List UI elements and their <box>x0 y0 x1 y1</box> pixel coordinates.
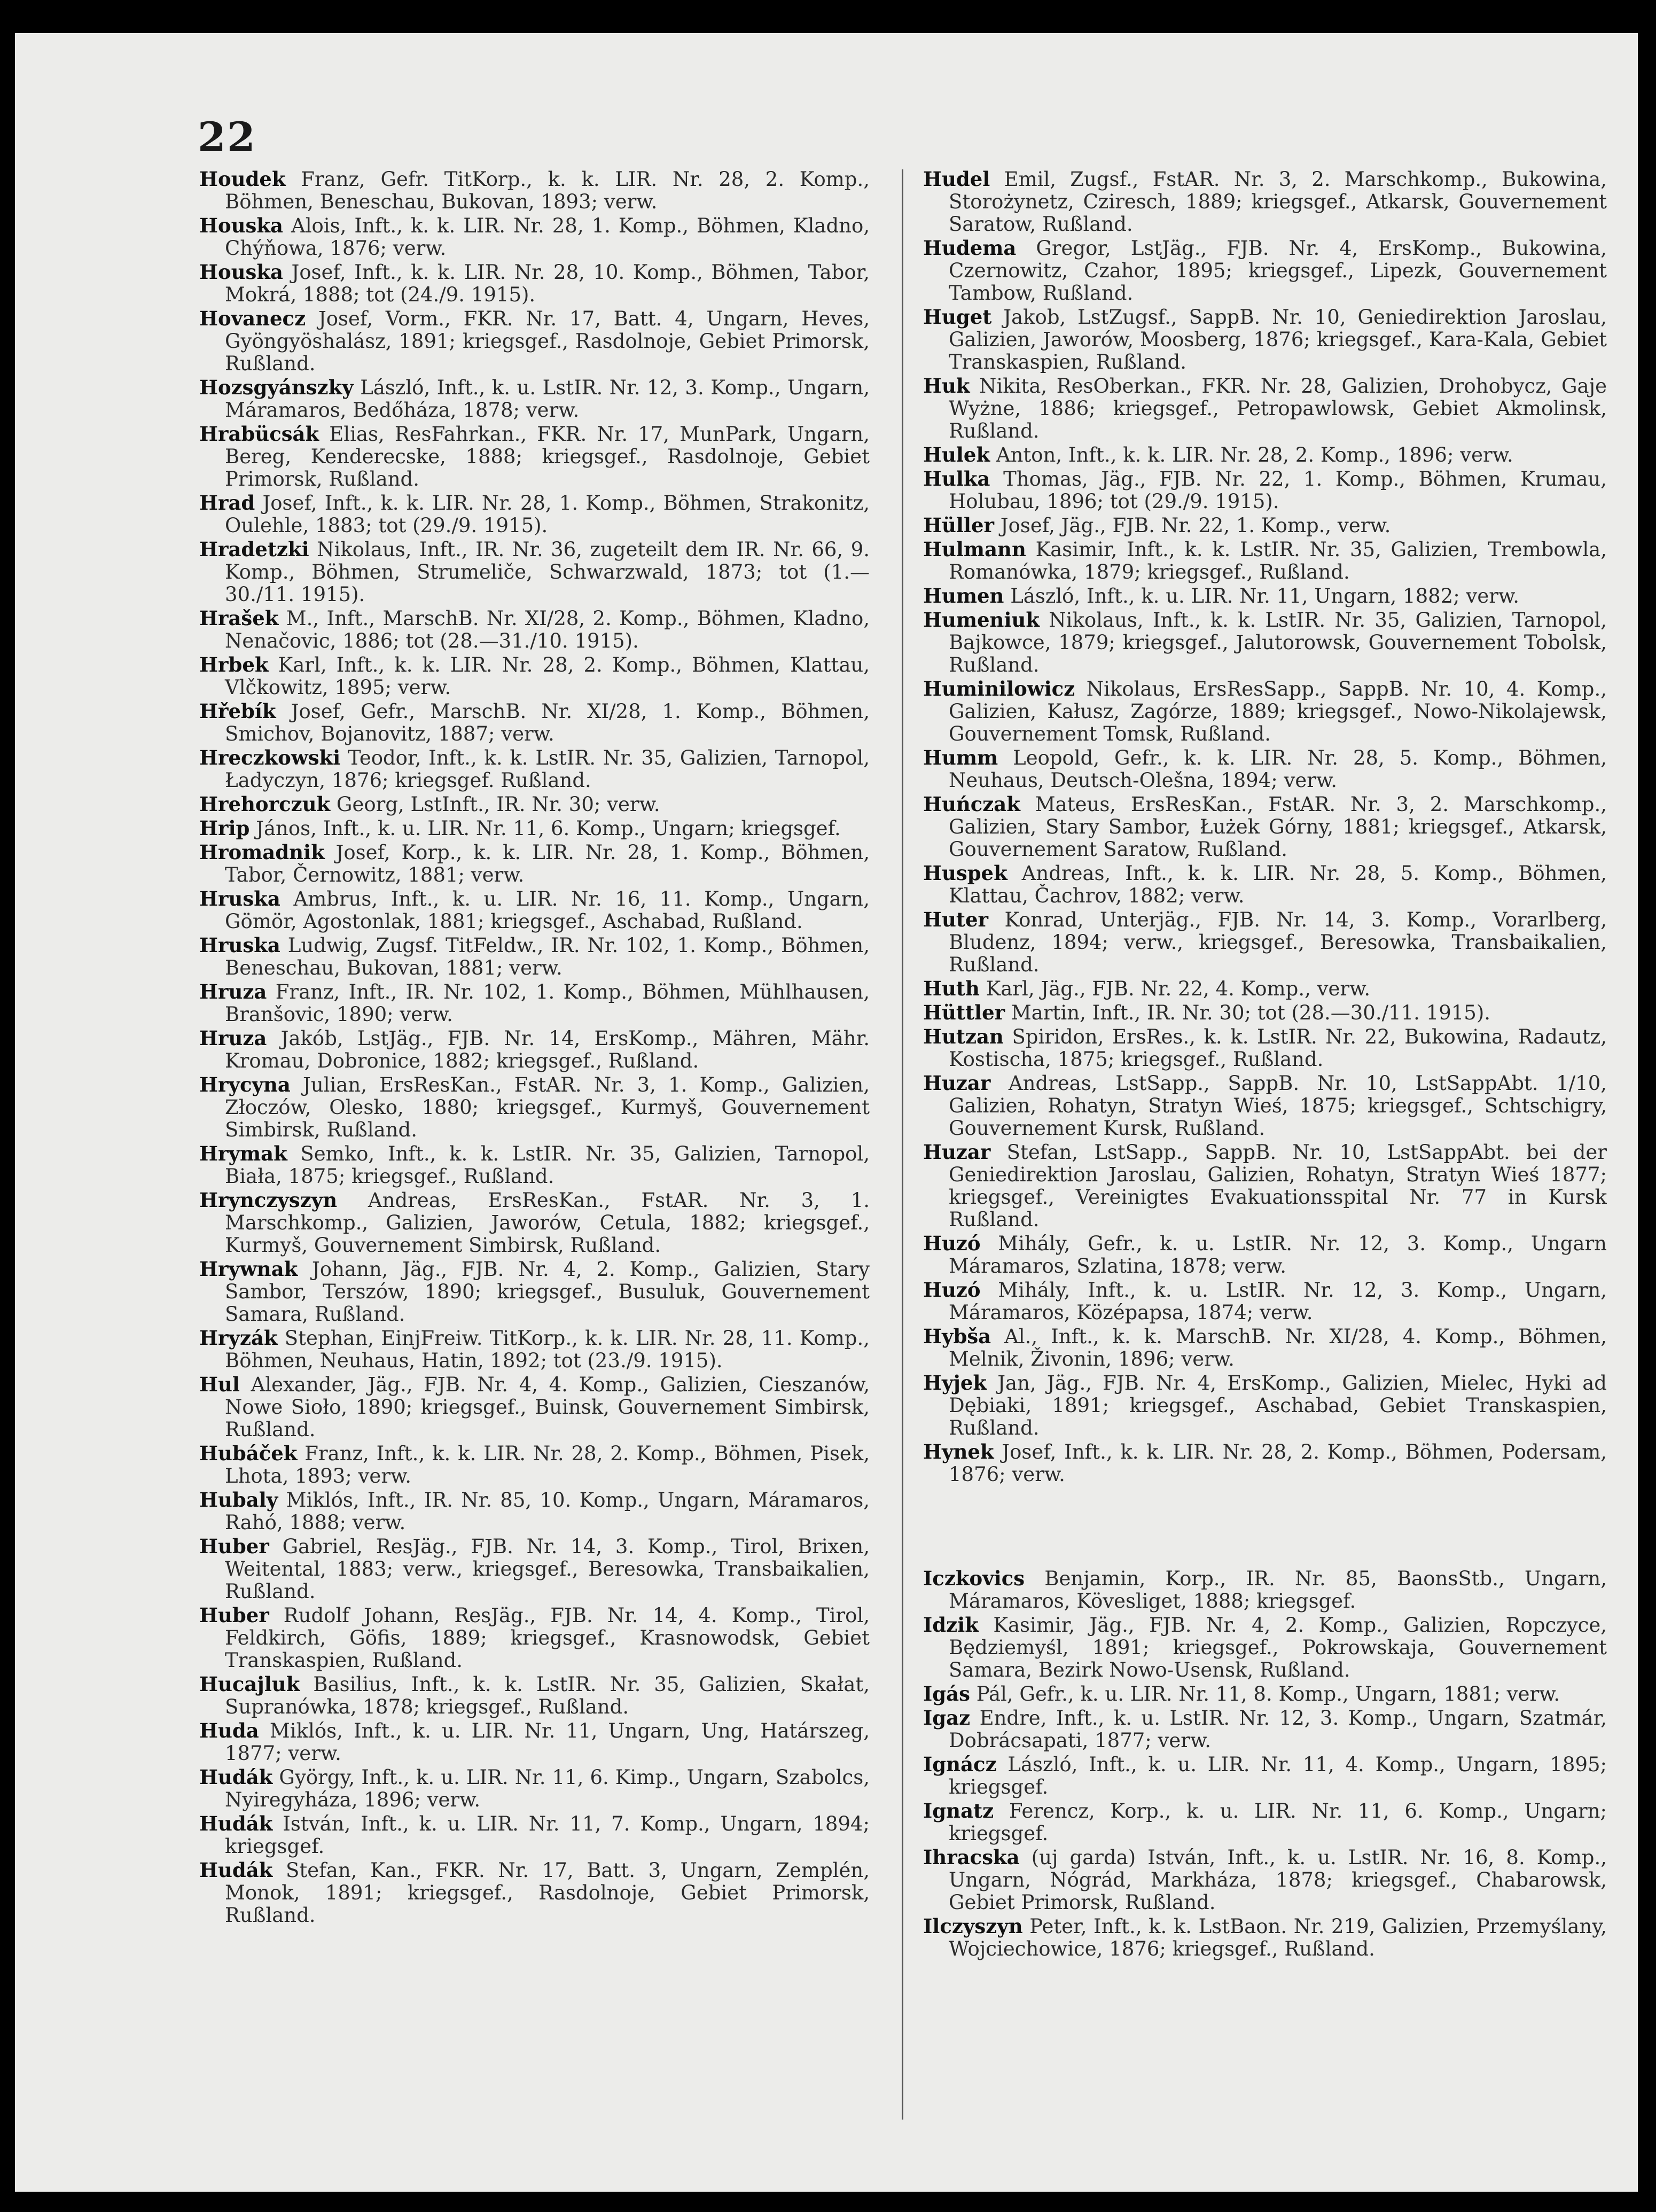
entry-surname: Houska <box>199 214 283 237</box>
register-entry <box>923 443 1607 466</box>
register-entry <box>199 1812 870 1858</box>
register-entry <box>199 1027 870 1072</box>
entry-surname: Hudák <box>199 1858 273 1882</box>
register-entry <box>199 1258 870 1326</box>
register-entry <box>199 168 870 213</box>
register-entry <box>923 1614 1607 1681</box>
register-entry <box>923 375 1607 442</box>
entry-details: Nikolaus, Inft., IR. Nr. 36, zugeteilt dem IR. Nr. 66, 9. Komp., Böhmen, Strumeliče, Schwarzwald, 1873; tot (1.—30./11. 1915). <box>225 538 870 606</box>
entry-details: Nikita, ResOberkan., FKR. Nr. 28, Galizien, Drohobycz, Gaje Wyżne, 1886; kriegsgef., Petropawlowsk, Gebiet Akmolinsk, Rußland. <box>949 375 1607 442</box>
register-entry <box>199 1327 870 1372</box>
register-entry <box>199 1859 870 1927</box>
entry-details: Alois, Inft., k. k. LIR. Nr. 28, 1. Komp., Böhmen, Kladno, Chýňowa, 1876; verw. <box>225 214 870 260</box>
entry-surname: Hucajluk <box>199 1672 300 1696</box>
entry-surname: Huzar <box>923 1140 991 1164</box>
entry-details: Mateus, ErsResKan., FstAR. Nr. 3, 2. Marschkomp., Galizien, Stary Sambor, Łużek Górny, 1881; kriegsgef., Atkarsk, Gouvernement Saratow, Rußland. <box>949 793 1607 861</box>
document-page <box>15 33 1638 2192</box>
entry-details: Franz, Gefr. TitKorp., k. k. LIR. Nr. 28, 2. Komp., Böhmen, Beneschau, Bukovan, 1893; verw. <box>225 168 870 213</box>
entry-surname: Hrehorczuk <box>199 792 331 816</box>
entry-surname: Hüttler <box>923 1001 1005 1024</box>
entry-details: Jakób, LstJäg., FJB. Nr. 14, ErsKomp., Mähren, Mähr. Kromau, Dobronice, 1882; kriegsgef., Rußland. <box>225 1027 870 1072</box>
entry-surname: Hrabücsák <box>199 422 319 446</box>
register-entry <box>923 306 1607 373</box>
entry-details: Johann, Jäg., FJB. Nr. 4, 2. Komp., Galizien, Stary Sambor, Terszów, 1890; kriegsgef., Busuluk, Gouvernement Samara, Rußland. <box>225 1258 870 1326</box>
entry-surname: Hudák <box>199 1765 273 1789</box>
entry-surname: Idzik <box>923 1613 979 1637</box>
register-entry <box>199 214 870 260</box>
entry-details: Al., Inft., k. k. MarschB. Nr. XI/28, 4. Komp., Böhmen, Melnik, Živonin, 1896; verw. <box>949 1325 1607 1370</box>
entry-surname: Humeniuk <box>923 608 1040 632</box>
entry-details: Georg, LstInft., IR. Nr. 30; verw. <box>336 793 660 816</box>
entry-surname: Huber <box>199 1535 269 1558</box>
register-entry <box>923 908 1607 976</box>
entry-surname: Hrbek <box>199 653 269 676</box>
register-entry <box>199 1189 870 1257</box>
entry-details: Jan, Jäg., FJB. Nr. 4, ErsKomp., Galizien, Mielec, Hyki ad Dębiaki, 1891; kriegsgef., Aschabad, Gebiet Transkaspien, Rußland. <box>949 1372 1607 1439</box>
register-entry <box>199 1373 870 1441</box>
register-entry <box>923 168 1607 236</box>
entry-surname: Hul <box>199 1373 240 1396</box>
register-entry <box>923 746 1607 792</box>
register-entry <box>199 1442 870 1487</box>
entry-details: Gabriel, ResJäg., FJB. Nr. 14, 3. Komp., Tirol, Brixen, Weitental, 1883; verw., kriegsgef., Beresowka, Transbaikalien, Rußland. <box>225 1535 870 1603</box>
entry-surname: Hrašek <box>199 606 279 630</box>
entry-details: M., Inft., MarschB. Nr. XI/28, 2. Komp., Böhmen, Kladno, Nenačovic, 1886; tot (28.—31./10. 1915). <box>225 607 870 652</box>
register-entry <box>199 793 870 816</box>
entry-details: Andreas, LstSapp., SappB. Nr. 10, LstSappAbt. 1/10, Galizien, Rohatyn, Stratyn Wieś, 1875; kriegsgef., Schtschigry, Gouvernement Kursk, Rußland. <box>949 1072 1607 1140</box>
entry-surname: Humen <box>923 584 1004 607</box>
entry-surname: Hryzák <box>199 1326 278 1350</box>
register-entry <box>199 653 870 699</box>
entry-surname: Huminilowicz <box>923 677 1075 700</box>
entry-surname: Hudema <box>923 236 1017 260</box>
entry-details: Ambrus, Inft., k. u. LIR. Nr. 16, 11. Komp., Ungarn, Gömör, Agostonlak, 1881; kriegsgef., Aschabad, Rußland. <box>225 887 870 933</box>
entry-surname: Hyjek <box>923 1371 987 1395</box>
register-entry <box>923 1232 1607 1278</box>
entry-details: László, Inft., k. u. LstIR. Nr. 12, 3. Komp., Ungarn, Máramaros, Bedőháza, 1878; verw. <box>225 376 870 422</box>
register-entry <box>199 1673 870 1718</box>
entry-details: Rudolf Johann, ResJäg., FJB. Nr. 14, 4. Komp., Tirol, Feldkirch, Göfis, 1889; kriegsgef., Krasnowodsk, Gebiet Transkaspien, Rußland. <box>225 1604 870 1672</box>
register-entry <box>199 376 870 422</box>
entry-details: Franz, Inft., IR. Nr. 102, 1. Komp., Böhmen, Mühlhausen, Branšovic, 1890; verw. <box>225 980 870 1026</box>
register-entry <box>923 1683 1607 1705</box>
entry-surname: Hradetzki <box>199 538 309 561</box>
register-entry <box>923 1707 1607 1752</box>
entry-surname: Hruza <box>199 980 267 1003</box>
entry-surname: Hozsgyánszky <box>199 376 354 399</box>
entry-surname: Huzó <box>923 1278 981 1302</box>
entry-details: Leopold, Gefr., k. k. LIR. Nr. 28, 5. Komp., Böhmen, Neuhaus, Deutsch-Olešna, 1894; verw. <box>949 746 1607 792</box>
entry-surname: Huńczak <box>923 792 1020 816</box>
entry-surname: Hrynczyszyn <box>199 1188 338 1212</box>
entry-surname: Ihracska <box>923 1845 1020 1869</box>
entry-surname: Hybša <box>923 1325 991 1348</box>
entry-details: György, Inft., k. u. LIR. Nr. 11, 6. Kimp., Ungarn, Szabolcs, Nyiregyháza, 1896; verw. <box>225 1766 870 1811</box>
entry-details: Endre, Inft., k. u. LstIR. Nr. 12, 3. Komp., Ungarn, Szatmár, Dobrácsapati, 1877; verw. <box>949 1707 1607 1752</box>
entry-surname: Hreczkowski <box>199 746 341 769</box>
entry-details: Franz, Inft., k. k. LIR. Nr. 28, 2. Komp., Böhmen, Pisek, Lhota, 1893; verw. <box>225 1442 870 1487</box>
entry-surname: Huspek <box>923 861 1007 885</box>
entry-details: Nikolaus, ErsResSapp., SappB. Nr. 10, 4. Komp., Galizien, Kałusz, Zagórze, 1889; kriegsgef., Nowo-Nikolajewsk, Gouvernement Tomsk, Rußland. <box>949 677 1607 745</box>
entry-details: Kasimir, Inft., k. k. LstIR. Nr. 35, Galizien, Trembowla, Romanówka, 1879; kriegsgef., Rußland. <box>949 538 1607 583</box>
register-entry <box>923 1072 1607 1140</box>
entry-details: Mihály, Inft., k. u. LstIR. Nr. 12, 3. Komp., Ungarn, Máramaros, Középapsa, 1874; verw. <box>949 1279 1607 1324</box>
register-entry <box>199 1535 870 1603</box>
register-entry <box>923 677 1607 745</box>
entry-details: Basilius, Inft., k. k. LstIR. Nr. 35, Galizien, Skałat, Supranówka, 1878; kriegsgef., Rußland. <box>225 1673 870 1718</box>
entry-details: László, Inft., k. u. LIR. Nr. 11, Ungarn, 1882; verw. <box>1010 585 1519 607</box>
entry-details: Julian, ErsResKan., FstAR. Nr. 3, 1. Komp., Galizien, Złoczów, Olesko, 1880; kriegsgef., Kurmyš, Gouvernement Simbirsk, Rußland. <box>225 1073 870 1141</box>
entry-surname: Igás <box>923 1682 970 1705</box>
entry-surname: Ilczyszyn <box>923 1914 1023 1938</box>
entry-surname: Houska <box>199 260 283 284</box>
entry-details: Kasimir, Jäg., FJB. Nr. 4, 2. Komp., Galizien, Ropczyce, Będziemyśl, 1891; kriegsgef., Pokrowskaja, Gouvernement Samara, Bezirk Nowo-Usensk, Rußland. <box>949 1614 1607 1681</box>
register-entry <box>199 887 870 933</box>
entry-surname: Hrip <box>199 816 250 840</box>
register-entry <box>923 609 1607 676</box>
register-entry <box>199 607 870 652</box>
entry-surname: Huter <box>923 908 988 931</box>
entry-surname: Huget <box>923 305 992 329</box>
section-gap <box>923 1487 1607 1567</box>
entry-details: Josef, Gefr., MarschB. Nr. XI/28, 1. Komp., Böhmen, Smichov, Bojanovitz, 1887; verw. <box>225 700 870 745</box>
entry-surname: Hrad <box>199 491 255 515</box>
entry-surname: Huk <box>923 374 970 398</box>
register-entry <box>923 538 1607 583</box>
register-entry <box>199 1073 870 1141</box>
entry-surname: Iczkovics <box>923 1567 1025 1590</box>
entry-surname: Hřebík <box>199 699 276 723</box>
entry-details: Emil, Zugsf., FstAR. Nr. 3, 2. Marschkomp., Bukowina, Storożynetz, Cziresch, 1889; kriegsgef., Atkarsk, Gouvernement Saratow, Rußland. <box>949 168 1607 236</box>
entry-details: Pál, Gefr., k. u. LIR. Nr. 11, 8. Komp., Ungarn, 1881; verw. <box>976 1683 1560 1705</box>
register-entry <box>923 1440 1607 1486</box>
entry-details: Peter, Inft., k. k. LstBaon. Nr. 219, Galizien, Przemyślany, Wojciechowice, 1876; kriegsgef., Rußland. <box>949 1915 1607 1960</box>
entry-details: Stephan, EinjFreiw. TitKorp., k. k. LIR. Nr. 28, 11. Komp., Böhmen, Neuhaus, Hatin, 1892; tot (23./9. 1915). <box>225 1327 870 1372</box>
entry-surname: Hruska <box>199 933 280 957</box>
entry-details: Josef, Vorm., FKR. Nr. 17, Batt. 4, Ungarn, Heves, Gyöngyöshalász, 1891; kriegsgef., Rasdolnoje, Gebiet Primorsk, Rußland. <box>225 307 870 375</box>
register-entry <box>923 1753 1607 1798</box>
entry-details: István, Inft., k. u. LIR. Nr. 11, 7. Komp., Ungarn, 1894; kriegsgef. <box>225 1812 870 1858</box>
register-entry <box>923 862 1607 907</box>
register-entry <box>923 1279 1607 1324</box>
entry-details: Semko, Inft., k. k. LstIR. Nr. 35, Galizien, Tarnopol, Biała, 1875; kriegsgef., Rußland. <box>225 1142 870 1188</box>
entry-details: Jakob, LstZugsf., SappB. Nr. 10, Geniedirektion Jaroslau, Galizien, Jaworów, Moosberg, 1876; kriegsgef., Kara-Kala, Gebiet Transkaspien, Rußland. <box>949 306 1607 373</box>
register-entry <box>923 1325 1607 1370</box>
entry-details: (uj garda) István, Inft., k. u. LstIR. Nr. 16, 8. Komp., Ungarn, Nógrád, Markháza, 1878; kriegsgef., Chabarowsk, Gebiet Primorsk, Rußland. <box>949 1846 1607 1914</box>
entry-surname: Hovanecz <box>199 307 306 330</box>
entry-surname: Humm <box>923 746 998 769</box>
entry-details: Mihály, Gefr., k. u. LstIR. Nr. 12, 3. Komp., Ungarn Máramaros, Szlatina, 1878; verw. <box>949 1232 1607 1278</box>
register-entry <box>923 1567 1607 1613</box>
register-entry <box>923 977 1607 1000</box>
entry-surname: Hrymak <box>199 1142 287 1165</box>
entry-surname: Hulka <box>923 467 990 490</box>
page-number: 22 <box>198 113 256 161</box>
entry-surname: Hubaly <box>199 1488 278 1512</box>
register-entry <box>199 817 870 840</box>
entry-surname: Hüller <box>923 513 995 537</box>
register-entry <box>199 423 870 490</box>
entry-surname: Hrycyna <box>199 1073 291 1096</box>
entry-details: Ferencz, Korp., k. u. LIR. Nr. 11, 6. Komp., Ungarn; kriegsgef. <box>949 1800 1607 1845</box>
register-entry <box>923 1001 1607 1024</box>
right-column <box>923 168 1607 2123</box>
entry-details: Stefan, Kan., FKR. Nr. 17, Batt. 3, Ungarn, Zemplén, Monok, 1891; kriegsgef., Rasdolnoje, Gebiet Primorsk, Rußland. <box>225 1859 870 1927</box>
register-entry <box>199 307 870 375</box>
entry-details: Miklós, Inft., k. u. LIR. Nr. 11, Ungarn, Ung, Határszeg, 1877; verw. <box>225 1719 870 1765</box>
register-entry <box>199 934 870 979</box>
entry-details: Josef, Inft., k. k. LIR. Nr. 28, 2. Komp., Böhmen, Podersam, 1876; verw. <box>949 1440 1607 1486</box>
entry-surname: Hutzan <box>923 1025 1004 1048</box>
entry-details: Josef, Inft., k. k. LIR. Nr. 28, 10. Komp., Böhmen, Tabor, Mokrá, 1888; tot (24./9. 1915). <box>225 261 870 306</box>
entry-details: Gregor, LstJäg., FJB. Nr. 4, ErsKomp., Bukowina, Czernowitz, Czahor, 1895; kriegsgef., Lipezk, Gouvernement Tambow, Rußland. <box>949 237 1607 305</box>
entry-details: Andreas, Inft., k. k. LIR. Nr. 28, 5. Komp., Böhmen, Klattau, Čachrov, 1882; verw. <box>949 862 1607 907</box>
entry-details: Martin, Inft., IR. Nr. 30; tot (28.—30./11. 1915). <box>1011 1001 1491 1024</box>
entry-details: Alexander, Jäg., FJB. Nr. 4, 4. Komp., Galizien, Cieszanów, Nowe Sioło, 1890; kriegsgef., Buinsk, Gouvernement Simbirsk, Rußland. <box>225 1373 870 1441</box>
register-entry <box>199 492 870 537</box>
register-entry <box>199 261 870 306</box>
entry-details: Josef, Jäg., FJB. Nr. 22, 1. Komp., verw. <box>1000 514 1391 537</box>
entry-details: László, Inft., k. u. LIR. Nr. 11, 4. Komp., Ungarn, 1895; kriegsgef. <box>949 1753 1607 1798</box>
entry-details: Konrad, Unterjäg., FJB. Nr. 14, 3. Komp., Vorarlberg, Bludenz, 1894; verw., kriegsgef., Beresowka, Transbaikalien, Rußland. <box>949 908 1607 976</box>
entry-details: Andreas, ErsResKan., FstAR. Nr. 3, 1. Marschkomp., Galizien, Jaworów, Cetula, 1882; kriegsgef., Kurmyš, Gouvernement Simbirsk, Rußland. <box>225 1189 870 1257</box>
entry-details: Ludwig, Zugsf. TitFeldw., IR. Nr. 102, 1. Komp., Böhmen, Beneschau, Bukovan, 1881; verw. <box>225 934 870 979</box>
entry-details: Karl, Inft., k. k. LIR. Nr. 28, 2. Komp., Böhmen, Klattau, Vlčkowitz, 1895; verw. <box>225 653 870 699</box>
entry-surname: Huda <box>199 1719 259 1742</box>
register-entry <box>923 1372 1607 1439</box>
entry-surname: Ignácz <box>923 1753 997 1776</box>
register-entry <box>923 468 1607 513</box>
register-entry <box>923 1846 1607 1914</box>
entry-surname: Hruza <box>199 1026 267 1050</box>
entry-details: Nikolaus, Inft., k. k. LstIR. Nr. 35, Galizien, Tarnopol, Bajkowce, 1879; kriegsgef., Jalutorowsk, Gouvernement Tobolsk, Rußland. <box>949 609 1607 676</box>
register-entry <box>199 746 870 792</box>
entry-details: Spiridon, ErsRes., k. k. LstIR. Nr. 22, Bukowina, Radautz, Kostischa, 1875; kriegsgef., Rußland. <box>949 1025 1607 1071</box>
register-entry <box>923 793 1607 861</box>
register-entry <box>923 514 1607 537</box>
entry-surname: Hudák <box>199 1812 273 1835</box>
entry-surname: Huber <box>199 1603 269 1627</box>
register-entry <box>199 1719 870 1765</box>
entry-surname: Huzó <box>923 1232 981 1255</box>
entry-details: Anton, Inft., k. k. LIR. Nr. 28, 2. Komp., 1896; verw. <box>996 443 1513 466</box>
entry-details: Stefan, LstSapp., SappB. Nr. 10, LstSappAbt. bei der Geniedirektion Jaroslau, Galizien, Rohatyn, Stratyn Wieś 1877; kriegsgef., Vereinigtes Evakuationsspital Nr. 77 in Kursk Rußland. <box>949 1141 1607 1231</box>
register-entry <box>199 1604 870 1672</box>
register-entry <box>923 237 1607 305</box>
entry-surname: Hulmann <box>923 538 1026 561</box>
entry-surname: Hubáček <box>199 1442 298 1465</box>
register-entry <box>199 1766 870 1811</box>
entry-surname: Hrywnak <box>199 1257 298 1281</box>
register-entry <box>199 1489 870 1534</box>
entry-surname: Hromadnik <box>199 840 325 864</box>
register-entry <box>199 700 870 745</box>
entry-surname: Igaz <box>923 1706 971 1730</box>
entry-surname: Houdek <box>199 168 286 191</box>
entry-surname: Ignatz <box>923 1799 994 1822</box>
entry-surname: Hynek <box>923 1440 994 1463</box>
register-entry <box>199 980 870 1026</box>
register-entry <box>923 1025 1607 1071</box>
register-entry <box>923 1915 1607 1960</box>
entry-surname: Huzar <box>923 1071 991 1095</box>
entry-details: Miklós, Inft., IR. Nr. 85, 10. Komp., Ungarn, Máramaros, Rahó, 1888; verw. <box>225 1489 870 1534</box>
entry-surname: Hruska <box>199 887 280 910</box>
register-entry <box>199 538 870 606</box>
column-divider <box>902 169 903 2120</box>
register-entry <box>199 841 870 886</box>
entry-surname: Huth <box>923 977 980 1000</box>
register-entry <box>923 1141 1607 1231</box>
left-column <box>199 168 870 2123</box>
entry-surname: Hulek <box>923 443 990 466</box>
entry-details: János, Inft., k. u. LIR. Nr. 11, 6. Komp., Ungarn; kriegsgef. <box>256 817 841 840</box>
register-entry <box>923 585 1607 607</box>
entry-details: Karl, Jäg., FJB. Nr. 22, 4. Komp., verw. <box>986 977 1371 1000</box>
entry-details: Benjamin, Korp., IR. Nr. 85, BaonsStb., Ungarn, Máramaros, Kövesliget, 1888; kriegsgef. <box>949 1567 1607 1613</box>
entry-details: Thomas, Jäg., FJB. Nr. 22, 1. Komp., Böhmen, Krumau, Holubau, 1896; tot (29./9. 1915). <box>949 468 1607 513</box>
entry-details: Elias, ResFahrkan., FKR. Nr. 17, MunPark, Ungarn, Bereg, Kenderecske, 1888; kriegsgef., Rasdolnoje, Gebiet Primorsk, Rußland. <box>225 423 870 490</box>
entry-details: Teodor, Inft., k. k. LstIR. Nr. 35, Galizien, Tarnopol, Ładyczyn, 1876; kriegsgef. Rußland. <box>225 746 870 792</box>
entry-surname: Hudel <box>923 168 990 191</box>
entry-details: Josef, Inft., k. k. LIR. Nr. 28, 1. Komp., Böhmen, Strakonitz, Oulehle, 1883; tot (29./9. 1915). <box>225 492 870 537</box>
register-entry <box>199 1142 870 1188</box>
entry-details: Josef, Korp., k. k. LIR. Nr. 28, 1. Komp., Böhmen, Tabor, Černowitz, 1881; verw. <box>225 841 870 886</box>
register-entry <box>923 1800 1607 1845</box>
